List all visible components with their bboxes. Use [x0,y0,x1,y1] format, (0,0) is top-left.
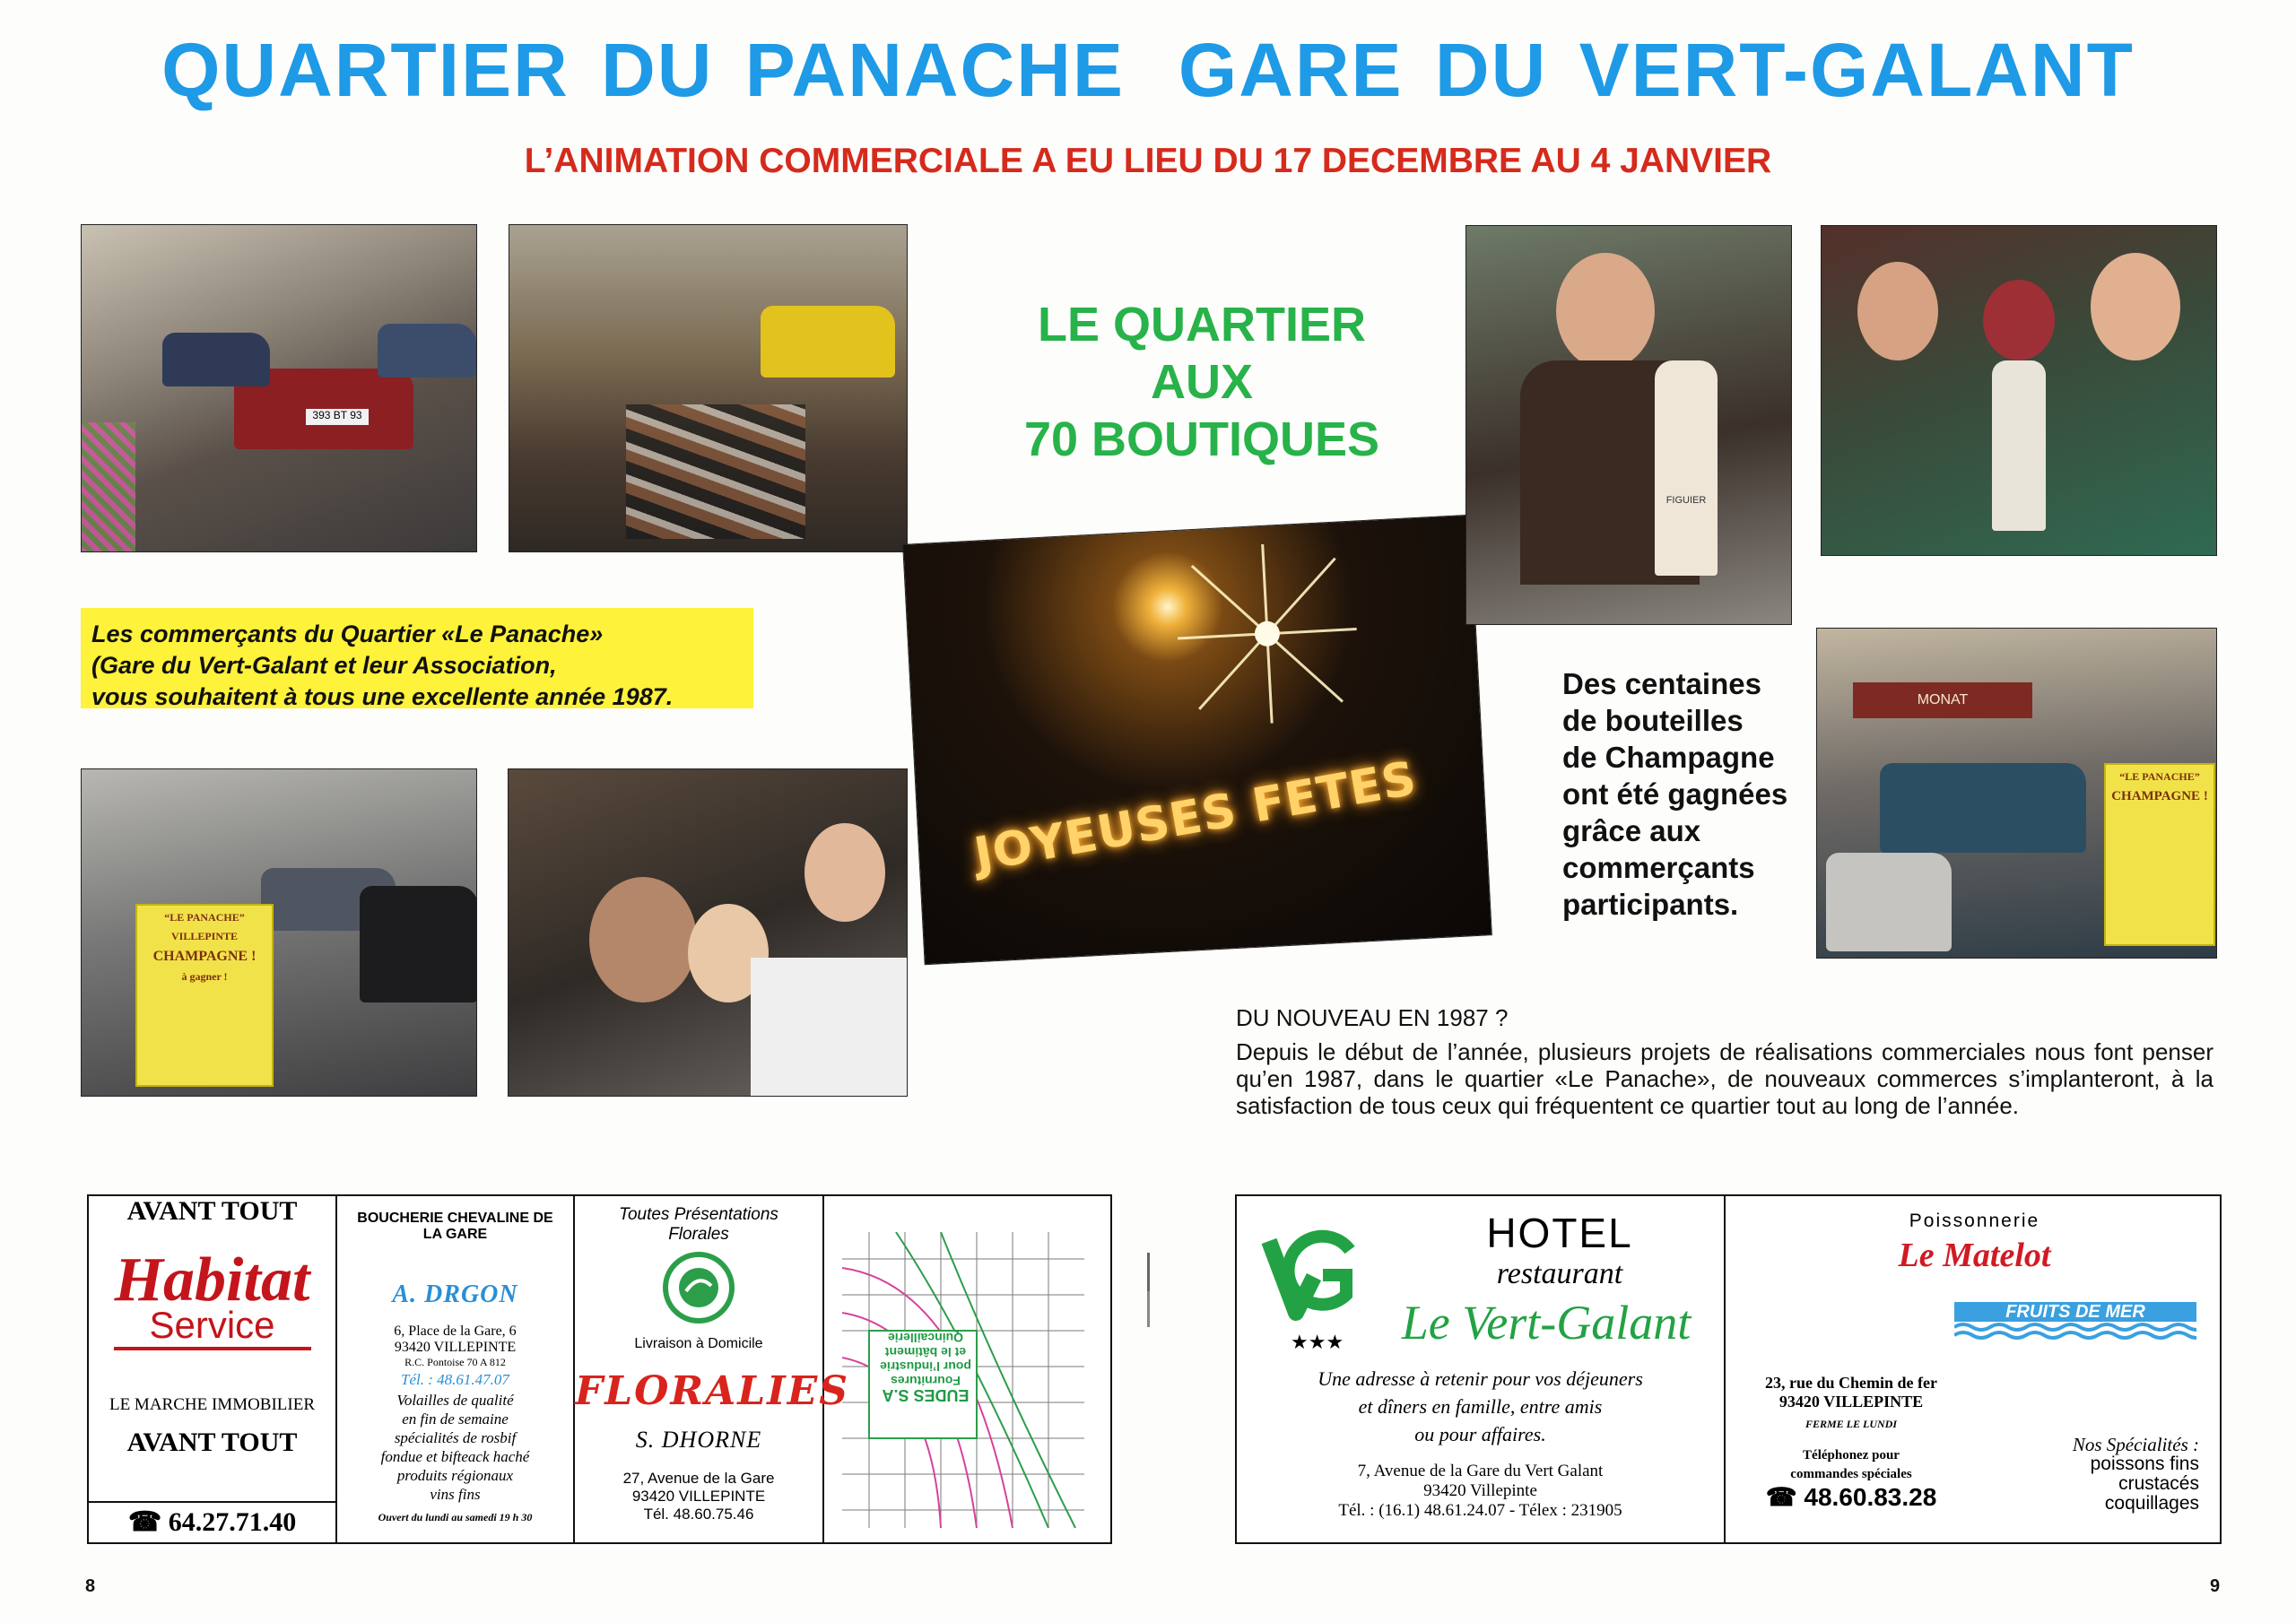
boucherie-name: A. DRGON [392,1280,518,1308]
ad-le-matelot [1726,1196,2223,1542]
matelot-phone: 48.60.83.28 [1804,1483,1937,1511]
matelot-addr2: 93420 VILLEPINTE [1779,1393,1924,1410]
champagne-line-5: grâce aux [1562,814,1701,847]
staple-mark [1147,1291,1150,1327]
hotel-title: HOTEL [1486,1210,1633,1256]
boucherie-desc-4: fondue et bifteack haché [380,1448,530,1465]
phone-icon: ☎ [127,1507,162,1537]
matelot-order-1: Téléphonez pour [1803,1448,1900,1462]
photo-street-monat [1816,628,2217,959]
greeting-line-3: vous souhaitent à tous une excellente année 1987. [91,683,674,710]
floralies-delivery: Livraison à Domicile [634,1336,763,1351]
flower-logo-icon [663,1252,735,1324]
matelot-name: Le Matelot [1898,1237,2051,1274]
matelot-spec-title: Nos Spécialités : [2072,1434,2199,1455]
boucherie-hours: Ouvert du lundi au samedi 19 h 30 [378,1511,533,1523]
matelot-spec-3: coquillages [2104,1493,2199,1514]
boucherie-title: BOUCHERIE CHEVALINE DE LA GARE [357,1211,553,1242]
photo-street-cars [81,224,477,552]
eudes-line-1: Fournitures [891,1374,961,1388]
hotel-slogan-2: et dîners en famille, entre amis [1358,1395,1603,1418]
hotel-slogan-1: Une adresse à retenir pour vos déjeuners [1318,1367,1643,1390]
phone-icon: ☎ [1765,1483,1797,1511]
panache-sign-right: “LE PANACHE” CHAMPAGNE ! [2104,763,2215,946]
photo-street-sign [81,768,477,1097]
shop-sign: MONAT [1853,682,2032,718]
matelot-spec-1: poissons fins [2090,1454,2199,1474]
eudes-line-3: et le bâtiment [884,1345,967,1359]
title-right: GARE DU VERT-GALANT [1178,28,2135,112]
matelot-spec-2: crustacés [2118,1473,2199,1494]
habitat-tagline: LE MARCHE IMMOBILIER [109,1395,316,1414]
boucherie-rc: R.C. Pontoise 70 A 812 [404,1356,506,1368]
boucherie-desc-3: spécialités de rosbif [394,1429,517,1446]
starburst-icon [1173,540,1361,728]
boucherie-desc-6: vins fins [430,1486,481,1503]
page-number-left: 8 [85,1576,96,1596]
title-left: QUARTIER DU PANACHE [161,28,1125,112]
hotel-tel: Tél. : (16.1) 48.61.24.07 - Télex : 231905 [1338,1501,1622,1520]
nouveau-body: Depuis le début de l’année, plusieurs projets de réalisations commerciales nous font penser qu’en 1987, dans le quartier «Le Panache», de nouveaux commerces s’implanteront, à la satisfaction de tous ceux qui fréquentent ce quartier tout au long de l’année. [1236,1038,2213,1119]
ad-eudes [824,1196,1114,1542]
matelot-top: Poissonnerie [1909,1211,2040,1231]
habitat-bottom: AVANT TOUT [126,1428,298,1457]
champagne-line-4: ont été gagnées [1562,777,1788,811]
boucherie-addr2: 93420 VILLEPINTE [394,1340,517,1355]
photo-woman-bottle [1465,225,1792,625]
heading-line-2: AUX [1150,355,1253,409]
heading-line-1: LE QUARTIER [1037,298,1366,352]
eudes-line-2: pour l’industrie [880,1359,971,1374]
waves-icon [1954,1322,2196,1340]
champagne-text [1562,665,1796,923]
joyeuses-fetes-lights: JOYEUSES FETES [970,751,1422,883]
greeting-line-1: Les commerçants du Quartier «Le Panache» [91,621,604,647]
boucherie-desc-2: en fin de semaine [402,1410,509,1428]
license-plate: 393 BT 93 [306,409,369,425]
hotel-stars: ★★★ [1291,1331,1344,1353]
page-title [0,27,2296,114]
floralies-tel: Tél. 48.60.75.46 [643,1506,754,1523]
heading-line-3: 70 BOUTIQUES [1023,412,1380,466]
champagne-line-1: Des centaines [1562,667,1761,700]
page-number-right: 9 [2210,1576,2221,1596]
photo-shopkeepers [1821,225,2217,556]
hotel-name: Le Vert-Galant [1401,1296,1692,1350]
quartier-heading [969,296,1435,468]
eudes-name: EUDES S.A [882,1386,970,1404]
matelot-order-2: commandes spéciales [1790,1467,1912,1481]
vg-logo-icon [1260,1223,1359,1322]
boucherie-addr1: 6, Place de la Gare, 6 [394,1324,517,1339]
habitat-top: AVANT TOUT [126,1196,298,1226]
habitat-phone: 64.27.71.40 [168,1507,297,1537]
boucherie-desc-5: produits régionaux [396,1467,514,1484]
floralies-brand: FLORALIES [575,1368,850,1414]
champagne-line-3: de Champagne [1562,741,1775,774]
greeting-line-2: (Gare du Vert-Galant et leur Association, [91,652,557,679]
hotel-addr1: 7, Avenue de la Gare du Vert Galant [1357,1462,1604,1480]
hotel-addr2: 93420 Villepinte [1423,1481,1537,1500]
habitat-brand: Habitat [114,1245,310,1315]
ad-hotel-vert-galant [1237,1196,1726,1542]
champagne-line-2: de bouteilles [1562,704,1744,737]
nouveau-title: DU NOUVEAU EN 1987 ? [1236,1004,1509,1031]
floralies-addr1: 27, Avenue de la Gare [622,1470,775,1487]
matelot-addr1: 23, rue du Chemin de fer [1765,1374,1937,1392]
fruits-de-mer-banner: FRUITS DE MER [1954,1302,2196,1343]
floralies-name: S. DHORNE [635,1427,762,1453]
boucherie-desc-1: Volailles de qualité [396,1392,514,1409]
hotel-slogan-3: ou pour affaires. [1414,1423,1546,1445]
photo-night-lights [902,515,1492,966]
left-ad-strip [87,1194,1112,1544]
floralies-addr2: 93420 VILLEPINTE [631,1488,766,1505]
ad-floralies [575,1196,850,1542]
ad-boucherie [337,1196,575,1542]
champagne-line-7: participants. [1562,888,1739,921]
greeting-box [81,608,753,708]
champagne-line-6: commerçants [1562,851,1755,884]
habitat-service: Service [149,1304,275,1346]
matelot-closed: FERME LE LUNDI [1805,1418,1898,1430]
photo-shoe-window [509,224,908,552]
ad-habitat-service [89,1196,337,1542]
boucherie-tel: Tél. : 48.61.47.07 [401,1371,509,1388]
bottle-label: FIGUIER [1665,495,1707,506]
panache-sign: “LE PANACHE” VILLEPINTE CHAMPAGNE ! à gagner ! [135,904,274,1087]
page-subtitle: L’ANIMATION COMMERCIALE A EU LIEU DU 17 DECEMBRE AU 4 JANVIER [524,142,1772,180]
floralies-top: Toutes Présentations Florales [619,1205,778,1244]
photo-family-champagne [508,768,908,1097]
hotel-sub: restaurant [1496,1257,1623,1290]
eudes-line-4: Quincaillerie [887,1331,964,1345]
right-ad-strip [1235,1194,2222,1544]
